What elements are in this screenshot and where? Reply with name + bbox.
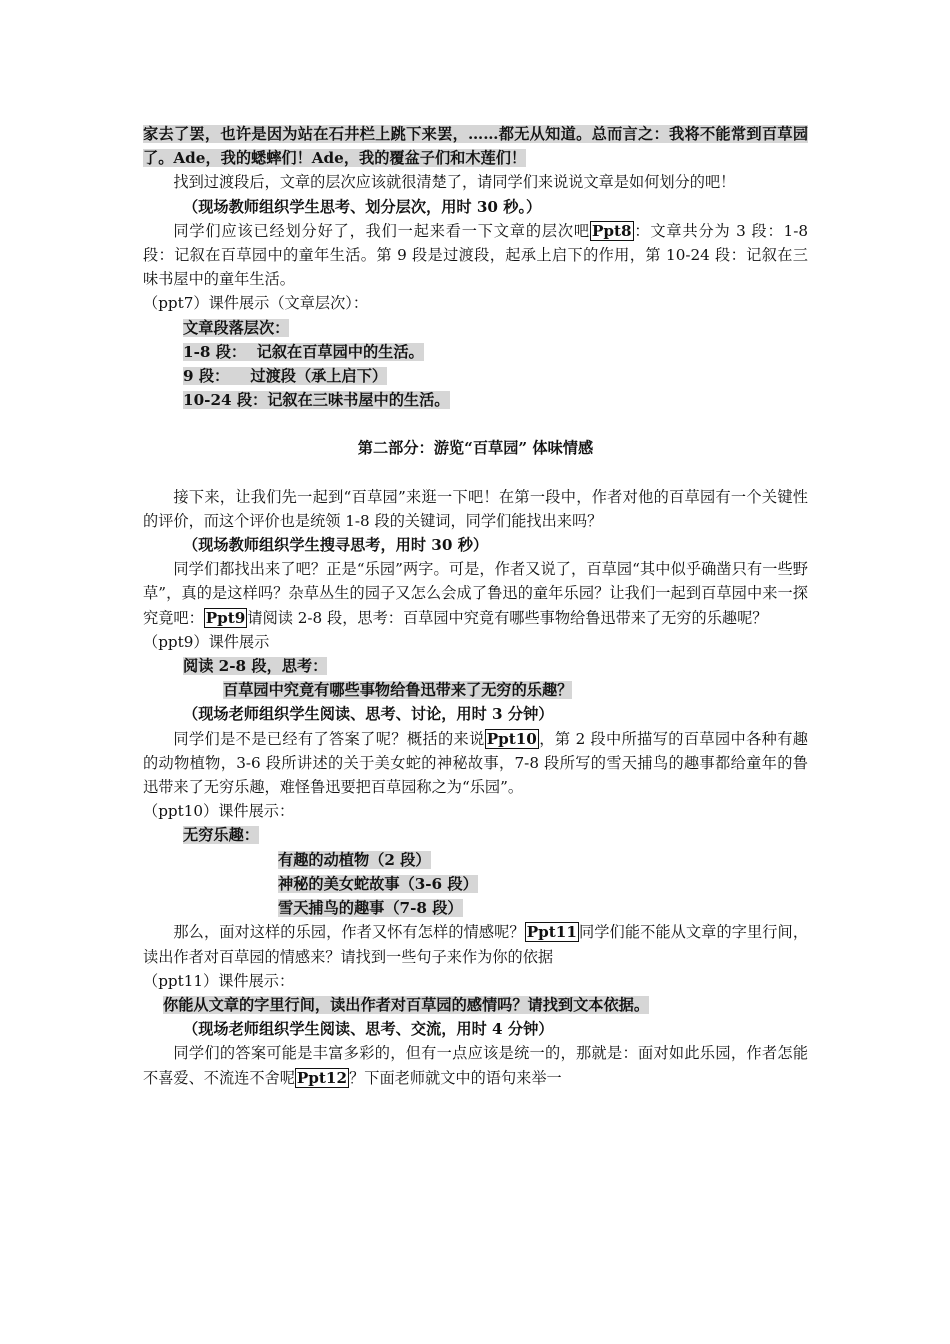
teacher-note: （现场老师组织学生阅读、思考、交流，用时 4 分钟）: [183, 1020, 554, 1039]
slide-caption: （ppt9）课件展示: [143, 632, 270, 651]
highlighted-quote: 家去了罢，也许是因为站在石井栏上跳下来罢，……都无从知道。总而言之：我将不能常到百草园了。Ade，我的蟋蟀们！Ade，我的覆盆子们和木莲们！: [143, 125, 808, 168]
teacher-note: （现场老师组织学生阅读、思考、讨论，用时 3 分钟）: [183, 705, 554, 724]
slide-caption: （ppt7）课件展示（文章层次）：: [143, 294, 369, 313]
paragraph: 接下来，让我们先一起到“百草园”来逛一下吧！在第一段中，作者对他的百草园有一个关键性的评价，而这个评价也是统领 1-8 段的关键词，同学们能找出来吗？: [143, 487, 808, 530]
slide-line: 9 段： 过渡段（承上启下）: [183, 367, 388, 386]
paragraph: 那么，面对这样的乐园，作者又怀有怎样的情感呢？ Ppt11 同学们能不能从文章的字里行间，读出作者对百草园的情感来？请找到一些句子来作为你的依据: [143, 923, 809, 966]
slide-line: 神秘的美女蛇故事（3-6 段）: [278, 874, 478, 893]
document-page: [143, 122, 808, 1090]
slide-line: 无穷乐趣：: [183, 826, 259, 845]
slide-line: 你能从文章的字里行间，读出作者对百草园的感情吗？请找到文本依据。: [163, 995, 649, 1014]
slide-line: 文章段落层次：: [183, 318, 290, 337]
paragraph: 同学们的答案可能是丰富多彩的，但有一点应该是统一的，那就是：面对如此乐园，作者怎能不喜爱、不流连不舍呢 Ppt12 ？下面老师就文中的语句来举一: [143, 1044, 808, 1087]
slide-line: 百草园中究竟有哪些事物给鲁迅带来了无穷的乐趣？: [223, 681, 573, 700]
slide-caption: （ppt11）课件展示：: [143, 971, 295, 990]
paragraph: 找到过渡段后，文章的层次应该就很清楚了，请同学们来说说文章是如何划分的吧！: [173, 173, 736, 192]
slide-line: 有趣的动植物（2 段）: [278, 850, 431, 869]
slide-line: 阅读 2-8 段，思考：: [183, 657, 328, 676]
teacher-note: （现场教师组织学生思考、划分层次，用时 30 秒。）: [183, 197, 542, 216]
slide-caption: （ppt10）课件展示：: [143, 802, 295, 821]
paragraph: 同学们应该已经划分好了，我们一起来看一下文章的层次吧 Ppt8 ：文章共分为 3 段：1-8 段：记叙在百草园中的童年生活。第 9 段是过渡段，起承上启下的作用，第 10-24 段：记叙在三味书屋中的童年生活。: [143, 221, 809, 289]
ppt-marker: Ppt11: [526, 923, 577, 942]
ppt-marker: Ppt8: [591, 221, 632, 240]
section-heading: 第二部分：游览“百草园” 体味情感: [357, 439, 594, 458]
ppt-marker: Ppt12: [296, 1068, 348, 1087]
ppt-marker: Ppt9: [205, 608, 246, 627]
slide-line: 1-8 段： 记叙在百草园中的生活。: [183, 342, 424, 361]
paragraph: 同学们是不是已经有了答案了呢？概括的来说 Ppt10 ，第 2 段中所描写的百草园中各种有趣的动物植物，3-6 段所讲述的关于美女蛇的神秘故事，7-8 段所写的雪天捕鸟的趣事都给童年的鲁迅带来了无穷乐趣，难怪鲁迅要把百草园称之为“乐园”。: [143, 729, 808, 797]
quote-paragraph: [143, 122, 808, 170]
paragraph: 同学们都找出来了吧？正是“乐园”两字。可是，作者又说了，百草园“其中似乎确凿只有一些野草”，真的是这样吗？杂草丛生的园子又怎么会成了鲁迅的童年乐园？让我们一起到百草园中来一探究竟吧： Ppt9 请阅读 2-8 段，思考：百草园中究竟有哪些事物给鲁迅带来了无穷的乐趣呢？: [143, 560, 808, 627]
teacher-note: （现场教师组织学生搜寻思考，用时 30 秒）: [183, 536, 489, 555]
ppt-marker: Ppt10: [486, 729, 537, 748]
slide-line: 雪天捕鸟的趣事（7-8 段）: [278, 899, 463, 918]
slide-line: 10-24 段：记叙在三味书屋中的生活。: [183, 391, 450, 410]
